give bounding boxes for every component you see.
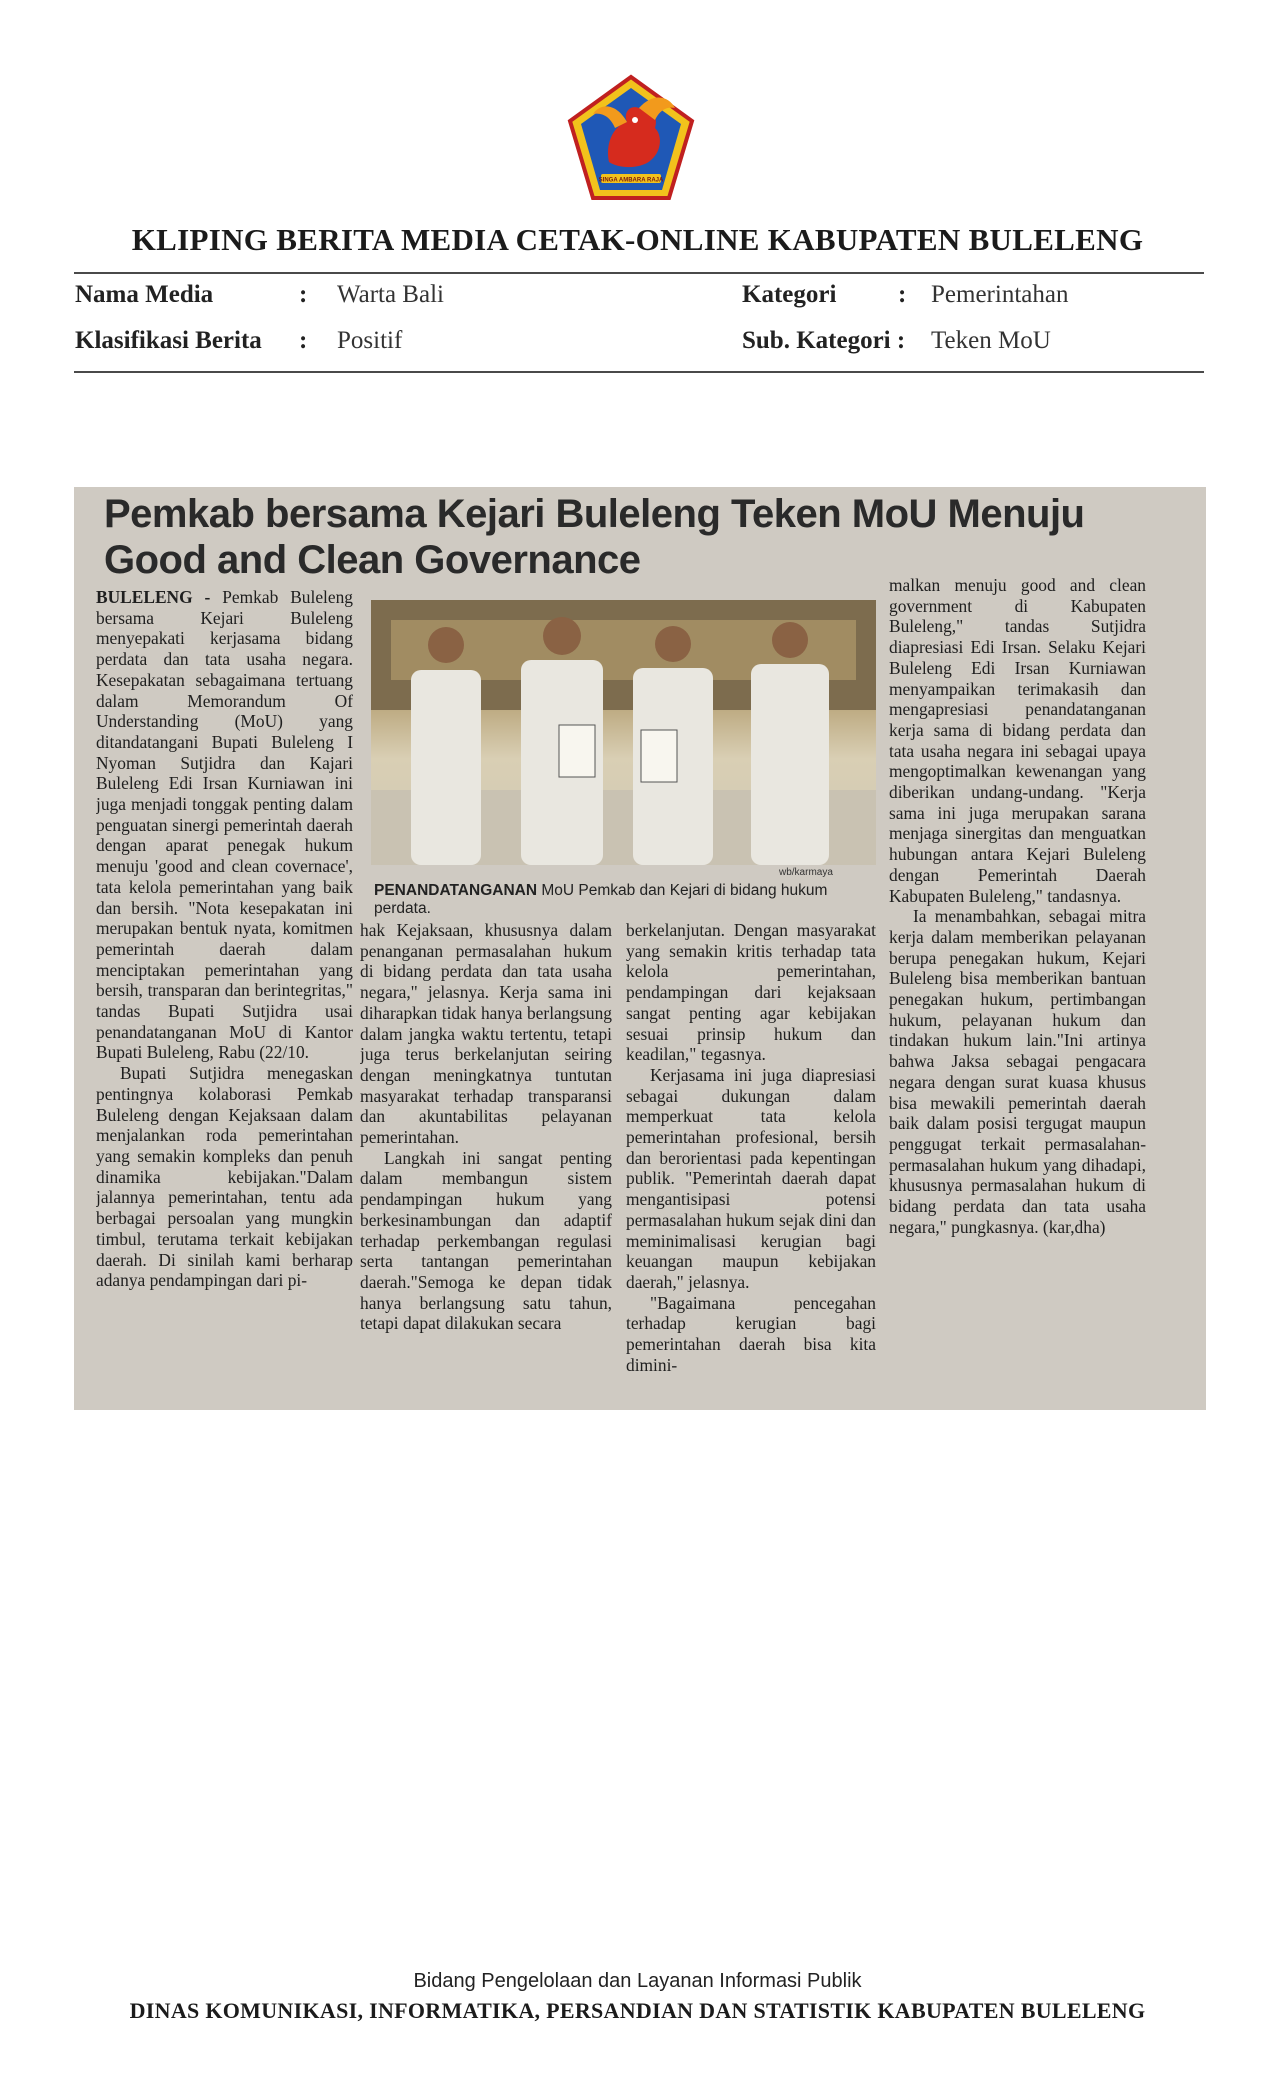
regency-logo [565, 74, 697, 204]
classification-value: Positif [337, 327, 403, 354]
meta-row-1 [74, 281, 1204, 321]
subcategory-value: Teken MoU [931, 327, 1051, 354]
logo-motto: SINGA AMBARA RAJA [598, 177, 664, 184]
classification-label: Klasifikasi Berita [75, 327, 262, 354]
article-paragraph: "Bagaimana pencegahan terhadap kerugian bagi pemerintahan daerah bisa kita dimini- [626, 1292, 876, 1375]
article-photo [371, 600, 876, 865]
article-column-4 [889, 575, 1146, 1400]
header-rule-top [74, 272, 1204, 274]
footer-unit: Bidang Pengelolaan dan Layanan Informasi Publik [413, 1970, 862, 1992]
media-value: Warta Bali [337, 281, 444, 308]
article-column-1 [96, 587, 353, 1397]
photo-caption [374, 882, 874, 918]
classification-separator: : [299, 327, 308, 354]
category-value: Pemerintahan [931, 281, 1069, 308]
caption-label: PENANDATANGANAN [374, 882, 538, 899]
article-headline: Pemkab bersama Kejari Buleleng Teken MoU Menuju Good and Clean Governance [104, 492, 1085, 582]
article-paragraph: Langkah ini sangat penting dalam membangun sistem pendampingan hukum yang berkesinambungan dan adaptif terhadap perkembangan regulasi serta tantangan pemerintahan daerah."Semoga ke depan tidak hanya berlangsung satu tahun, tetapi dapat dilakukan secara [360, 1147, 612, 1334]
article-paragraph: berkelanjutan. Dengan masyarakat yang semakin kritis terhadap tata kelola pemerintahan, pendampingan dari kejaksaan sangat penting agar kebijakan sesuai prinsip hukum dan keadilan," tegasnya. [626, 920, 876, 1065]
subcategory-label: Sub. Kategori : [742, 327, 906, 354]
header-rule-bottom [74, 371, 1204, 373]
article-paragraph: Ia menambahkan, sebagai mitra kerja dalam memberikan pelayanan berupa penegakan hukum, Kejari Buleleng bisa memberikan bantuan penegakan hukum, pertimbangan hukum, pelayanan hukum dan tindakan hukum lain."Ini artinya bahwa Jaksa sebagai pengacara negara dengan surat kuasa khusus bisa mewakili pemerintah daerah baik dalam posisi tergugat maupun penggugat terkait permasalahan-permasalahan hukum yang dihadapi, khususnya permasalahan hukum di bidang perdata dan tata usaha negara," pungkasnya. (kar,dha) [889, 906, 1146, 1237]
meta-row-2 [74, 327, 1204, 367]
category-label: Kategori [742, 281, 837, 308]
media-separator: : [299, 281, 308, 308]
newspaper-clipping [74, 487, 1206, 1410]
media-label: Nama Media [75, 281, 214, 308]
category-separator: : [898, 281, 907, 308]
article-column-3 [626, 920, 876, 1400]
document-title: KLIPING BERITA MEDIA CETAK-ONLINE KABUPATEN BULELENG [131, 222, 1144, 257]
article-text: Pemkab Buleleng bersama Kejari Buleleng menyepakati kerjasama bidang perdata dan tata usaha negara. Kesepakatan sebagaimana tertuang dalam Memorandum Of Understanding (MoU) yang ditandatangani Bupati Buleleng I Nyoman Sutjidra dan Kajari Buleleng Edi Irsan Kurniawan ini juga menjadi tonggak penting dalam penguatan sinergi pemerintah daerah dengan aparat penegak hukum menuju 'good and clean covernace', tata kelola pemerintahan yang baik dan bersih. "Nota kesepakatan ini merupakan bentuk nyata, komitmen pemerintah daerah dalam menciptakan pemerintahan yang bersih, transparan dan berintegritas," tandas Bupati Sutjidra usai penandatanganan MoU di Kantor Bupati Buleleng, Rabu (22/10. [96, 587, 353, 1063]
article-paragraph: Bupati Sutjidra menegaskan pentingnya kolaborasi Pemkab Buleleng dengan Kejaksaan dalam menjalankan roda pemerintahan yang semakin kompleks dan penuh dinamika kebijakan."Dalam jalannya pemerintahan, tentu ada berbagai persoalan yang mungkin timbul, terutama terkait kebijakan daerah. Di sinilah kami berharap adanya pendampingan dari pi- [96, 1063, 353, 1291]
caption-text: MoU Pemkab dan Kejari di bidang hukum perdata. [374, 882, 828, 917]
article-dateline: BULELENG - [96, 587, 211, 607]
article-paragraph: hak Kejaksaan, khususnya dalam penanganan permasalahan hukum di bidang perdata dan tata usaha negara," jelasnya. Kerja sama ini diharapkan tidak hanya berlangsung dalam jangka waktu tertentu, tetapi juga terus berkelanjutan seiring dengan meningkatnya tuntutan masyarakat terhadap transparansi dan akuntabilitas pelayanan pemerintahan. [360, 920, 612, 1148]
article-paragraph [96, 587, 353, 1063]
footer-agency: DINAS KOMUNIKASI, INFORMATIKA, PERSANDIAN DAN STATISTIK KABUPATEN BULELENG [129, 1998, 1146, 2023]
article-paragraph: Kerjasama ini juga diapresiasi sebagai dukungan dalam memperkuat tata kelola pemerintahan profesional, bersih dan berorientasi pada kepentingan publik. "Pemerintah daerah dapat mengantisipasi potensi permasalahan hukum sejak dini dan meminimalisasi kerugian bagi keuangan maupun kebijakan daerah," jelasnya. [626, 1064, 876, 1292]
article-paragraph: malkan menuju good and clean government di Kabupaten Buleleng," tandas Sutjidra diapresiasi Edi Irsan. Selaku Kejari Buleleng Edi Irsan Kurniawan menyampaikan terimakasih dan mengapresiasi penandatanganan kerja sama di bidang perdata dan tata usaha negara ini sebagai upaya mengoptimalkan kewenangan yang diberikan undang-undang. "Kerja sama ini juga merupakan sarana menjaga sinergitas dan menguatkan hubungan antara Kejari Buleleng dengan Pemerintah Daerah Kabupaten Buleleng," tandasnya. [889, 575, 1146, 906]
photo-credit: wb/karmaya [779, 867, 833, 878]
article-column-2 [360, 920, 612, 1400]
